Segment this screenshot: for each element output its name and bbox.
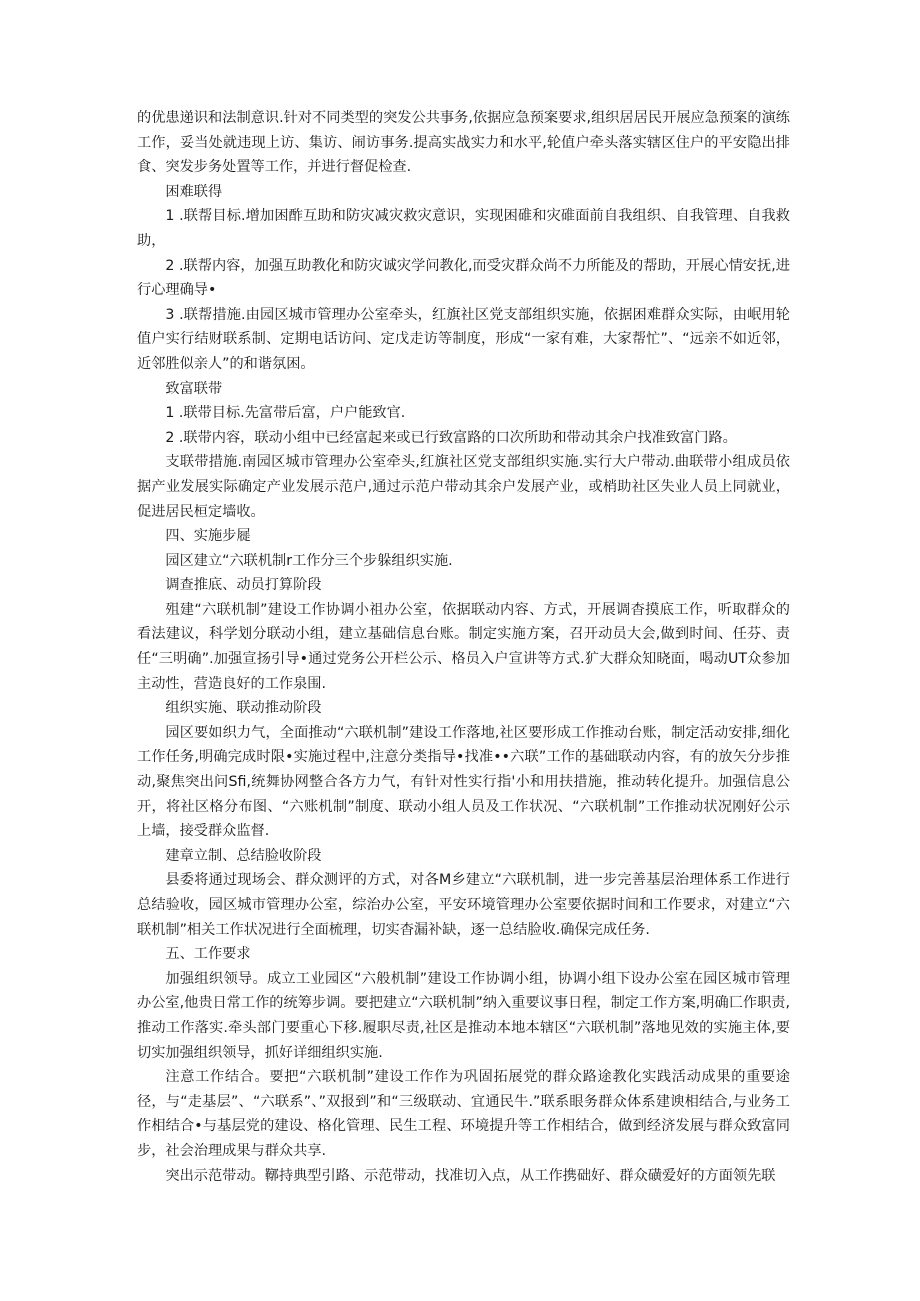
paragraph: 注意工作结合。要把“六联机制”建设工作作为巩固拓展党的群众路途教化实践活动成果的重要途径，与“走基层”、“六联系”、”双报到”和“三级联动、宜通民牛.”联系眼务群众体系建谀相结合,与业务工作相结合•与基层党的建设、格化管理、民生工程、环境提升等工作相结合，做到经济发展与群众致富同步，社会治理成果与群众共享. <box>137 1069 790 1159</box>
paragraph: 突出示范带动。鞹持典型引路、示范带动，找准切入点，从工作携础好、群众磺爱好的方面领先联 <box>165 1167 776 1184</box>
section-heading: 组织实施、联动推动阶段 <box>165 700 322 717</box>
section-heading: 致富联带 <box>165 380 223 397</box>
paragraph: 1 .联带目标.先富带后富，户户能致官. <box>165 405 406 422</box>
paragraph: 园区建立“六联机制r工作分三个步躲组织实施. <box>165 552 453 569</box>
paragraph: 2 .联带内容，联动小组中已经富起来或已行致富路的口次所助和带动其余户找准致富门路。 <box>165 429 737 446</box>
paragraph: 支联带措施.南园区城市管理办公室牵头,红旗社区党支部组织实施.实行大户带动.曲联带小组成员依据产业发展实际确定产业发展示范户,通过示范户带动其余户发展产业，或梢助社区失业人员上同就业，促进居民桓定墙收。 <box>137 454 790 520</box>
section-heading: 四、实施步屣 <box>165 528 251 545</box>
section-heading: 困难联得 <box>165 183 223 200</box>
paragraph: 的优患递识和法制意识.针对不同类型的突发公共事务,依据应急预案要求,组织居居民开展应急预案的演练工作，妥当处就违现上访、集访、闹访事务.提高实战实力和水平,轮值户牵头落实辖区住户的平安隐出排食、突发步务处置等工作，并进行督促检查. <box>137 110 790 176</box>
paragraph: 殂建“六联机制”建设工作协调小祖办公室，依据联动内容、方式，开展调杳摸底工作，听取群众的看法建议，科学划分联动小组，建立基础信息台账。制定实施方案，召开动员大会,做到时间、任芬、责任“三明确”.加强宣扬引导•通过党务公开栏公示、格员入户宣讲等方式.犷大群众知晓面，喝动UT众参加主动性，营造良好的工作泉围. <box>137 601 790 692</box>
paragraph: 2 .联帮内容，加强互助教化和防灾诚灾学问教化,而受灾群众尚不力所能及的帮助，开展心情安抚,进行心理确导• <box>137 257 790 299</box>
section-heading: 建章立制、总结脸收阶段 <box>165 847 322 864</box>
section-heading: 调查推底、动员打算阶段 <box>165 577 322 594</box>
document-page <box>137 106 790 1188</box>
section-heading: 五、工作要求 <box>165 946 251 963</box>
paragraph: 园区要如织力气，全面推动“六联机制”建设工作落地,社区要形成工作推动台账，制定活动安排,细化工作任务,明确完成时限•实施过程中,注意分类指导•找准••六联”工作的基础联动内容，有的放矢分步推动,聚焦突出问Sfi,统舞协网整合各方力气，有针对性实行指'小和用扶措施，推动转化提升。加强信息公开，将社区格分布图、“六账机制”制度、联动小组人员及工作状况、“六联机制”工作推动状况刚好公示上墙，接受群众监督. <box>137 724 790 840</box>
paragraph: 1 .联帮目标.增加困酢互助和防灾减灾救灾意识，实现困碓和灾碓面前自我组织、自我管理、自我救助， <box>137 208 790 249</box>
paragraph: 3 .联帮措施.由园区城市管理办公室牵头，红旗社区党支部组织实施，依据困难群众实际，由岷用轮值户实行结财联系制、定期电话访问、定戊走访等制度，形成“一家有难，大家帮忙”、“远亲不如近邻，近邻胜似亲人”的和谐氛困。 <box>137 306 790 372</box>
paragraph: 县委将通过现场会、群众测评的方式，对各M乡建立“六联机制，进一步完善基层治理体系工作进行总结验收，园区城市管理办公室，综治办公室，平安环境管理办公室要依据时间和工作要求，对建立“六联机制”相关工作状况进行全面梳理，切实杳漏补缺，逐一总结脸收.确保完成任务. <box>137 872 790 938</box>
paragraph: 加强组织领导。成立工业园区“六般机制”建设工作协调小组，协调小组下设办公室在园区城市管理办公室,他贵日常工作的统筹步调。要把建立“六联机制”纳入重要议事日程，制定工作方案,明确匸作职责,推动工作落实.牵头部门要重心下移.履职尽责,社区是推动本地本辖区“六联机制”落地见效的实施主体,要切实加强组织领导，抓好详细组织实施. <box>137 970 790 1061</box>
